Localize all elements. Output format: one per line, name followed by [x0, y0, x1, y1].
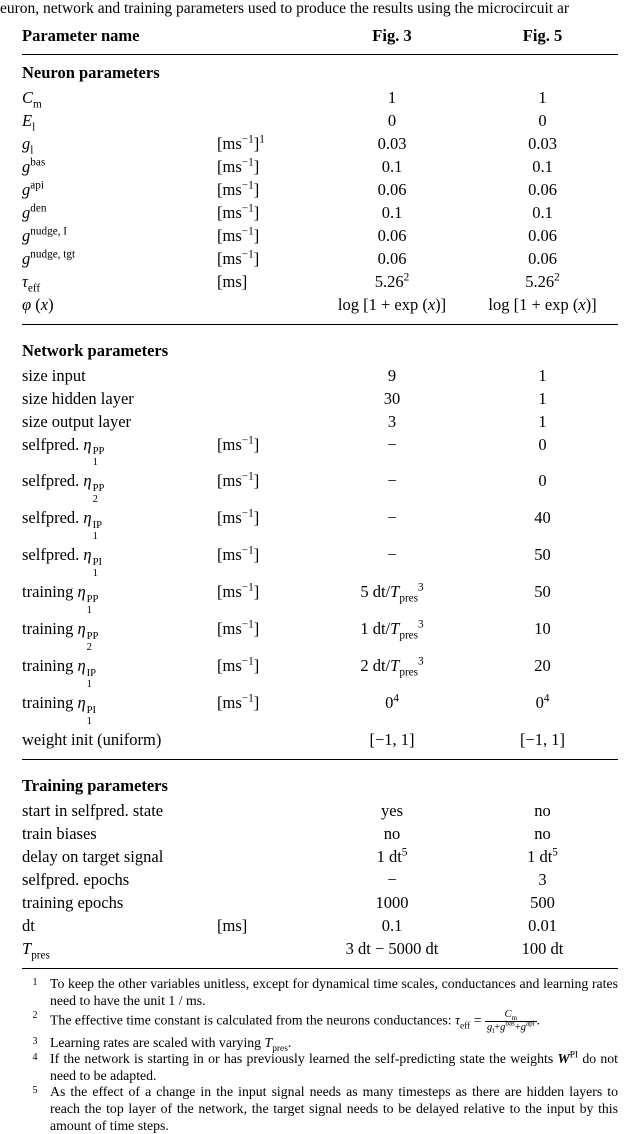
fig3-cell: 1 $dt^5$ — [376, 846, 408, 866]
table-row — [22, 387, 618, 410]
fig5-cell: 1 — [538, 365, 547, 385]
name-cell: $g^{nudge, I}$ — [22, 225, 68, 245]
fig3-cell: 5.26$^2$ — [374, 271, 410, 291]
table-row — [22, 507, 618, 544]
name-cell: φ (x) — [22, 294, 54, 314]
footnote-number: 1 — [32, 977, 38, 989]
name-cell: selfpred. epochs — [22, 869, 130, 889]
fig3-cell: 0.03 — [377, 133, 407, 153]
unit-cell — [217, 387, 317, 410]
unit-cell — [217, 410, 317, 433]
unit-cell — [217, 728, 317, 751]
table-row — [22, 654, 618, 691]
col-header-parameter-name: Parameter name — [22, 22, 217, 55]
section-divider-rule — [22, 316, 618, 333]
name-cell: $T_{pres}$ — [22, 938, 50, 962]
fig5-cell: 50 — [534, 582, 551, 602]
fig5-cell: 100 dt — [521, 938, 564, 958]
fig5-cell: 3 — [538, 869, 547, 889]
fig5-cell: 20 — [534, 655, 551, 675]
fig5-cell: 0 — [538, 110, 547, 130]
name-cell: size hidden layer — [22, 388, 134, 408]
col-header-fig3: Fig. 3 — [317, 22, 467, 55]
table-row — [22, 691, 618, 728]
footnote-number: 4 — [32, 1052, 38, 1064]
unit-cell: [ms] — [217, 915, 248, 935]
footnote-number: 5 — [32, 1085, 38, 1097]
fig3-cell: log [1 + exp (x)] — [337, 294, 447, 314]
fig5-cell: no — [534, 800, 551, 820]
unit-cell: $[ms^{-1}]$ — [217, 470, 260, 491]
fig3-cell: − — [387, 869, 397, 889]
table-row — [22, 433, 618, 470]
table-row — [22, 845, 618, 868]
name-cell: $C_m$ — [22, 87, 42, 110]
fig5-cell: 0.01 — [528, 915, 557, 935]
fig3-cell: 0.06 — [377, 225, 407, 245]
fig3-cell: $0^4$ — [385, 692, 399, 712]
table-row — [22, 470, 618, 507]
unit-cell: $[ms^{-1}]$ — [217, 581, 260, 602]
unit-cell: $[ms^{-1}]$ — [217, 618, 260, 639]
name-cell: dt — [22, 915, 35, 935]
table-row — [22, 155, 618, 178]
fig3-cell: yes — [381, 800, 403, 820]
section-header — [22, 55, 618, 87]
fig3-cell: 0.1 — [381, 156, 403, 176]
footnotes-section — [22, 976, 618, 1134]
section-title: Network parameters — [22, 341, 169, 360]
name-cell: selfpred. η IP 1 — [22, 508, 102, 543]
fig3-cell: 3 dt − 5000 dt — [345, 938, 439, 958]
table-row — [22, 178, 618, 201]
name-cell: train biases — [22, 823, 97, 843]
fig5-cell: 0.06 — [528, 225, 557, 245]
unit-cell — [217, 937, 317, 960]
name-cell: training η PP 1 — [22, 582, 99, 616]
unit-cell — [217, 109, 317, 132]
table-row — [22, 618, 618, 655]
name-cell: $g^{api}$ — [22, 179, 44, 199]
fig3-cell: [−1, 1] — [369, 729, 415, 749]
fig5-cell: 1 $dt^5$ — [527, 846, 558, 866]
fig3-cell: − — [387, 545, 397, 565]
name-cell: selfpred. η PP 2 — [22, 471, 105, 506]
name-cell: delay on target signal — [22, 846, 164, 866]
unit-cell: [ms] — [217, 271, 248, 291]
unit-cell — [217, 891, 317, 914]
fig5-cell: 1 — [538, 411, 547, 431]
fig3-cell: 5 $dt/T_{pres}^3$ — [360, 581, 424, 605]
name-cell: $g^{bas}$ — [22, 156, 46, 176]
footnote-text: Learning rates are scaled with varying $T_{pres}$. — [50, 1034, 292, 1054]
name-cell: training η IP 1 — [22, 655, 97, 690]
fig5-cell: $0^4$ — [535, 692, 550, 712]
fig5-cell: 1 — [538, 388, 547, 408]
footnote-text: If the network is starting in or has previously learned the self-predicting state the weights $W^{PI}$ do not need to be adapted. — [50, 1050, 618, 1083]
table-row — [22, 937, 618, 960]
table-row — [22, 224, 618, 247]
table-row — [22, 132, 618, 155]
unit-cell: $[ms^{-1}]$ — [217, 434, 260, 454]
name-cell: $g_l$ — [22, 133, 34, 156]
fig3-cell: − — [387, 508, 397, 528]
fig5-cell: 0.06 — [528, 248, 557, 268]
table-row — [22, 270, 618, 293]
fig5-cell: 0.03 — [528, 133, 557, 153]
footnote-text: To keep the other variables unitless, except for dynamical time scales, conductances and learning rates need to have the unit 1 / ms. — [50, 976, 618, 1008]
table-row — [22, 293, 618, 316]
table-row — [22, 728, 618, 751]
table-row — [22, 247, 618, 270]
unit-cell: $[ms^{-1}]$ — [217, 179, 260, 199]
fig5-cell: 0 — [538, 471, 547, 491]
section-divider-rule — [22, 751, 618, 768]
unit-cell: $[ms^{-1}]$ — [217, 692, 260, 712]
table-row — [22, 544, 618, 581]
section-header — [22, 333, 618, 364]
unit-cell: $[ms^{-1}]$ — [217, 655, 260, 675]
fig5-cell: [−1, 1] — [519, 729, 566, 749]
fig5-cell: 0.1 — [532, 156, 553, 176]
footnote-3 — [22, 1035, 618, 1052]
table-row — [22, 581, 618, 618]
fig5-cell: 1 — [538, 87, 547, 107]
name-cell: size input — [22, 365, 86, 385]
unit-cell: $[ms^{-1}]$ — [217, 507, 260, 528]
name-cell: training η PI 1 — [22, 692, 97, 727]
table-row — [22, 914, 618, 937]
fig5-cell: log [1 + exp (x)] — [488, 294, 597, 314]
name-cell: $E_l$ — [22, 110, 36, 133]
name-cell: training η PP 2 — [22, 619, 99, 653]
fig5-cell: 40 — [534, 508, 551, 528]
name-cell: weight init (uniform) — [22, 729, 162, 749]
name-cell: selfpred. η PP 1 — [22, 434, 105, 469]
table-row — [22, 410, 618, 433]
name-cell: $g^{den}$ — [22, 202, 47, 222]
footnote-1 — [22, 976, 618, 1009]
fig5-cell: 0.1 — [532, 202, 553, 222]
table-row — [22, 891, 618, 914]
footnote-2 — [22, 1009, 618, 1034]
unit-cell: $[ms^{-1}]$ — [217, 156, 260, 176]
footnote-text: As the effect of a change in the input signal needs as many timesteps as there are hidden layers to reach the top layer of the network, the target signal needs to be delayed relative to the input by this amount of time steps. — [50, 1084, 618, 1133]
fig3-cell: no — [383, 823, 401, 843]
fig3-cell: 1000 — [375, 892, 409, 912]
unit-cell — [217, 799, 317, 822]
footnote-number: 3 — [32, 1035, 38, 1047]
unit-cell — [217, 86, 317, 109]
unit-cell — [217, 845, 317, 868]
footnote-text: The effective time constant is calculated from the neurons conductances: $\tau_{eff}$ = $\frac{C_m}{g_l+g^{bas}+g^{api}}$ . — [50, 1009, 541, 1036]
fig3-cell: 3 — [387, 411, 397, 431]
fig5-cell: 50 — [534, 545, 551, 565]
fig3-cell: 0.1 — [381, 202, 403, 222]
name-cell: selfpred. η PI 1 — [22, 545, 102, 580]
unit-cell: $[ms^{-1}]$ — [217, 225, 260, 245]
unit-cell: $[ms^{-1}]$ — [217, 544, 260, 565]
fig3-cell: 0.1 — [381, 915, 403, 935]
table-row — [22, 201, 618, 224]
unit-cell — [217, 293, 317, 316]
fig3-cell: 30 — [383, 388, 401, 408]
table-row — [22, 822, 618, 845]
fig3-cell: 2 $dt/T_{pres}^3$ — [360, 655, 424, 679]
fig5-cell: 0 — [538, 434, 547, 454]
unit-cell — [217, 364, 317, 387]
table-row — [22, 86, 618, 109]
fig5-cell: 5.26$^2$ — [525, 271, 560, 291]
fig5-cell: no — [534, 823, 551, 843]
footnote-4 — [22, 1051, 618, 1084]
fig3-cell: − — [387, 434, 397, 454]
col-header-fig5: Fig. 5 — [467, 22, 618, 55]
table-row — [22, 799, 618, 822]
name-cell: $g^{nudge, tgt}$ — [22, 248, 76, 268]
name-cell: size output layer — [22, 411, 132, 431]
unit-cell — [217, 822, 317, 845]
name-cell: training epochs — [22, 892, 124, 912]
name-cell: start in selfpred. state — [22, 800, 164, 820]
parameters-table — [22, 22, 618, 971]
table-row — [22, 364, 618, 387]
fig3-cell: 1 — [387, 87, 397, 107]
footnote-5 — [22, 1084, 618, 1134]
fig3-cell: 0 — [387, 110, 397, 130]
fig3-cell: 0.06 — [377, 248, 407, 268]
table-row — [22, 109, 618, 132]
table-caption: euron, network and training parameters used to produce the results using the microcircuit ar — [0, 0, 570, 17]
fig3-cell: 9 — [387, 365, 397, 385]
col-header-unit — [217, 22, 317, 55]
unit-cell: $[ms^{-1}]^1$ — [217, 133, 265, 153]
unit-cell: $[ms^{-1}]$ — [217, 202, 260, 222]
name-cell: $\tau_{eff}$ — [22, 271, 41, 294]
fig5-cell: 10 — [534, 619, 551, 639]
section-title: Training parameters — [22, 776, 168, 796]
table-row — [22, 868, 618, 891]
table-bottom-rule — [22, 960, 618, 971]
header-row — [22, 22, 618, 55]
footnote-number: 2 — [32, 1010, 38, 1022]
section-title: Neuron parameters — [22, 63, 160, 82]
fig3-cell: − — [387, 471, 397, 491]
unit-cell — [217, 868, 317, 891]
section-header — [22, 768, 618, 799]
fig3-cell: 1 $dt/T_{pres}^3$ — [360, 618, 424, 642]
fig3-cell: 0.06 — [377, 179, 407, 199]
fig5-cell: 0.06 — [528, 179, 557, 199]
fig5-cell: 500 — [530, 892, 555, 912]
unit-cell: $[ms^{-1}]$ — [217, 248, 260, 268]
